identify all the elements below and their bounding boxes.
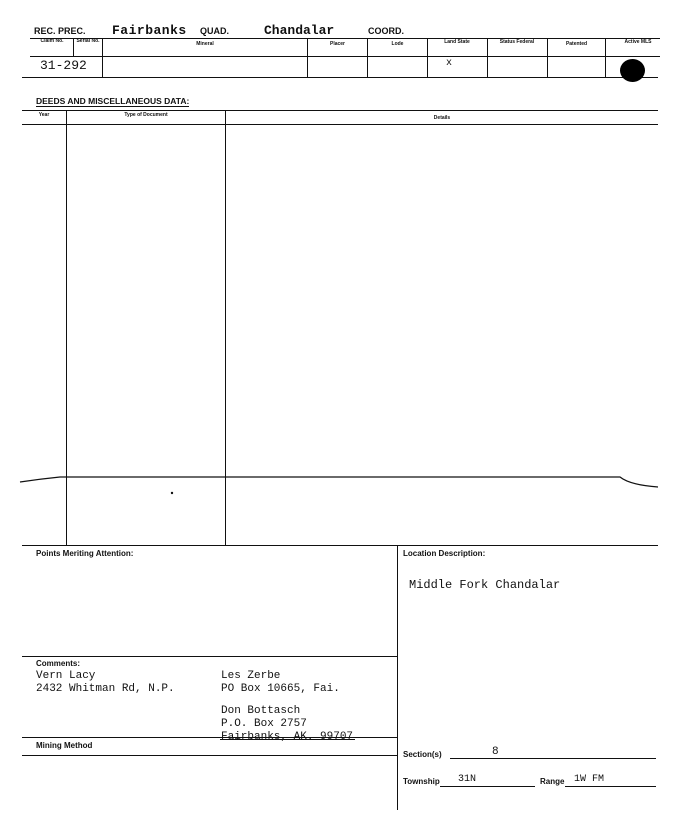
section-value: 8 — [492, 746, 499, 758]
location-value: Middle Fork Chandalar — [409, 578, 561, 592]
status-federal-label: Status Federal — [499, 39, 535, 45]
location-label: Location Description: — [403, 549, 486, 558]
rec-prec-label: REC. PREC. — [34, 26, 86, 36]
township-underline — [440, 786, 535, 787]
col-year-label: Year — [38, 112, 50, 118]
deeds-header-rule — [22, 124, 658, 125]
township-label: Township — [403, 777, 440, 786]
section-label: Section(s) — [403, 750, 442, 759]
placer-label: Placer — [329, 41, 345, 47]
quad-value: Chandalar — [264, 23, 335, 38]
comments-label: Comments: — [36, 659, 81, 668]
comment-right-line: PO Box 10665, Fai. — [221, 683, 340, 695]
claim-no-label: Claim No. — [40, 38, 64, 44]
deeds-title: DEEDS AND MISCELLANEOUS DATA: — [36, 96, 190, 106]
header-top-rule — [30, 38, 660, 39]
bottom-divider — [397, 545, 398, 810]
comment-right-line: P.O. Box 2757 — [221, 718, 307, 730]
strike-line — [220, 739, 355, 740]
header-mid-rule — [30, 56, 660, 57]
rec-prec-value: Fairbanks — [112, 23, 187, 38]
mineral-label: Mineral — [196, 41, 214, 47]
patented-label: Patented — [565, 41, 588, 47]
section-underline — [450, 758, 656, 759]
col-type-label: Type of Document — [124, 112, 168, 118]
header-vline — [605, 38, 606, 77]
claim-no-value: 31-292 — [40, 58, 87, 73]
comment-left-line: 2432 Whitman Rd, N.P. — [36, 683, 175, 695]
mining-bottom-rule — [22, 755, 397, 756]
range-underline — [565, 786, 656, 787]
township-value: 31N — [458, 774, 477, 785]
active-mls-dot — [620, 59, 645, 82]
range-label: Range — [540, 777, 565, 786]
serial-no-label: Serial No. — [76, 38, 100, 44]
lode-label: Lode — [391, 41, 404, 47]
col-details-label: Details — [433, 115, 451, 121]
header-bottom-rule — [22, 77, 658, 78]
comments-top-rule — [22, 656, 397, 657]
header-vline — [487, 38, 488, 77]
mining-top-rule — [22, 737, 397, 738]
quad-label: QUAD. — [200, 26, 229, 36]
comment-left-line: Vern Lacy — [36, 670, 96, 682]
active-mls-label: Active MLS — [624, 39, 652, 45]
deeds-bottom-rule — [22, 545, 658, 546]
coord-label: COORD. — [368, 26, 404, 36]
page-fold-line — [0, 465, 678, 495]
land-state-label: Land State — [444, 39, 470, 45]
land-state-value: x — [446, 58, 453, 69]
range-value: 1W FM — [574, 774, 605, 785]
header-vline — [427, 38, 428, 77]
comment-right-line-struck: Fairbanks, AK. 99707 — [221, 731, 354, 743]
mining-method-label: Mining Method — [36, 741, 93, 750]
points-label: Points Meriting Attention: — [36, 549, 134, 558]
comment-right-line: Les Zerbe — [221, 670, 281, 682]
comment-right-line: Don Bottasch — [221, 705, 301, 717]
deeds-top-rule — [22, 110, 658, 111]
